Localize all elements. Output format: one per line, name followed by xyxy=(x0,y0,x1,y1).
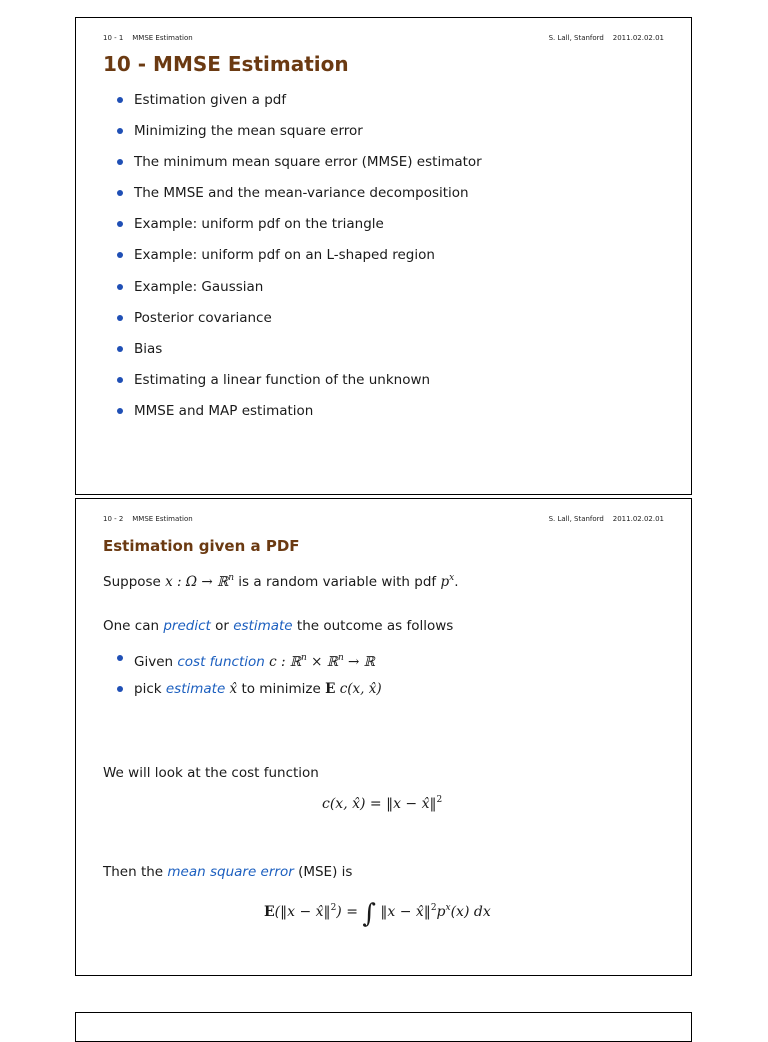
bullet-icon xyxy=(117,221,123,227)
list-item: pick estimate x̂ to minimize E c(x, x̂) xyxy=(116,681,382,697)
predict-term: predict xyxy=(163,618,211,634)
list-item: MMSE and MAP estimation xyxy=(116,403,482,434)
slide-2 xyxy=(75,498,692,976)
bullet-icon xyxy=(117,346,123,352)
bullet-icon xyxy=(117,190,123,196)
list-item: Bias xyxy=(116,341,482,372)
bullet-icon xyxy=(117,315,123,321)
bullet-icon xyxy=(117,159,123,165)
outline-list xyxy=(116,92,482,434)
list-item: Posterior covariance xyxy=(116,310,482,341)
list-item: Minimizing the mean square error xyxy=(116,123,482,154)
slide-header-left: 10 - 2 MMSE Estimation xyxy=(103,515,193,523)
predict-line: One can predict or estimate the outcome as follows xyxy=(103,618,454,634)
cost-function-term: cost function xyxy=(177,654,265,670)
suppose-line: Suppose x : Ω → ℝ$^n$ is a random variable with pdf $p^x$. xyxy=(103,573,459,590)
integral-sign: ∫ xyxy=(362,899,376,929)
list-item: Example: uniform pdf on the triangle xyxy=(116,216,482,247)
bullet-icon xyxy=(117,377,123,383)
mse-term: mean square error xyxy=(167,864,294,880)
cost-equation: c(x, x̂) = ‖x − x̂‖$^2$ xyxy=(322,795,443,812)
slide-3 xyxy=(75,1012,692,1042)
list-item: Estimating a linear function of the unknown xyxy=(116,372,482,403)
bullet-icon xyxy=(117,655,123,661)
slide-title: Estimation given a PDF xyxy=(103,537,300,555)
list-item: Example: uniform pdf on an L-shaped region xyxy=(116,247,482,278)
cost-intro: We will look at the cost function xyxy=(103,765,319,781)
estimate-term: estimate xyxy=(233,618,293,634)
bullet-icon xyxy=(117,284,123,290)
list-item: Example: Gaussian xyxy=(116,279,482,310)
slide-header-right: S. Lall, Stanford 2011.02.02.01 xyxy=(548,515,664,523)
mse-intro: Then the mean square error (MSE) is xyxy=(103,864,353,880)
slide-1 xyxy=(75,17,692,495)
mse-equation: E(‖x − x̂‖$^2$) = ∫ ‖x − $x̂‖^2p^x(x)$ dx xyxy=(264,899,491,929)
bullet-icon xyxy=(117,408,123,414)
bullet-icon xyxy=(117,686,123,692)
estimate-term: estimate xyxy=(165,681,226,697)
list-item: Given cost function c : ℝ$^n$ × ℝ$^n$ → ℝ xyxy=(116,650,375,670)
list-item: The MMSE and the mean-variance decomposition xyxy=(116,185,482,216)
bullet-icon xyxy=(117,97,123,103)
list-item: The minimum mean square error (MMSE) estimator xyxy=(116,154,482,185)
slide-header-left: 10 - 1 MMSE Estimation xyxy=(103,34,193,42)
slide-title: 10 - MMSE Estimation xyxy=(103,52,349,76)
bullet-icon xyxy=(117,252,123,258)
slide-header-right: S. Lall, Stanford 2011.02.02.01 xyxy=(548,34,664,42)
bullet-icon xyxy=(117,128,123,134)
list-item: Estimation given a pdf xyxy=(116,92,482,123)
